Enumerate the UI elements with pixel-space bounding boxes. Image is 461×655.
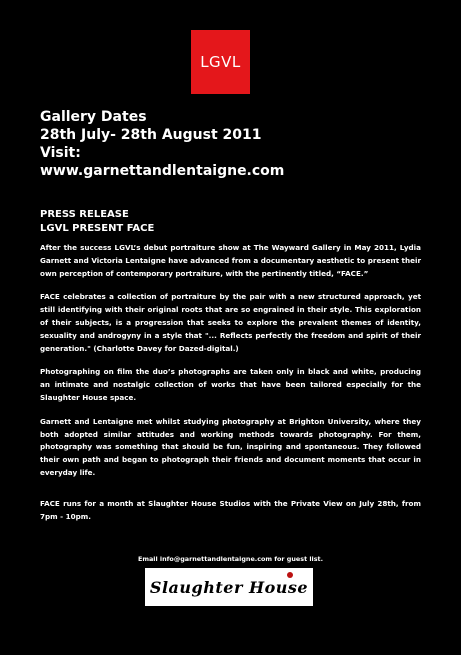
paragraph-artists: Garnett and Lentaigne met whilst studying photography at Brighton University, where they both adopted similar attitudes and working methods towards photography. For them, photography was something that should be fun, inspiring and spontaneous. They followed their own path and began to photograph their friends and document moments that occur in everyday life.	[40, 416, 421, 477]
slaughter-house-logo-text: Slaughter House	[149, 577, 309, 597]
lgvl-logo	[191, 30, 250, 94]
press-body	[40, 242, 421, 534]
press-title: LGVL PRESENT FACE	[40, 223, 155, 234]
website-link[interactable]: www.garnettandlentaigne.com	[40, 163, 285, 179]
gallery-info	[40, 108, 440, 180]
blood-splat-icon	[287, 572, 293, 578]
lgvl-logo-text: LGVL	[200, 53, 241, 71]
gallery-dates-heading: Gallery Dates	[40, 109, 147, 125]
paragraph-face: FACE celebrates a collection of portraiture by the pair with a new structured approach, yet still identifying with their original roots that are so engrained in their style. This exploration of their subjects, is a progression that seeks to explore the prevalent themes of identity, sexuality and androgyny in a style that "... Reflects perfectly the freedom and spirit of their generation." (Charlotte Davey for Dazed-digital.)	[40, 292, 421, 353]
email-line: Email info@garnettandlentaigne.com for guest list.	[137, 555, 324, 563]
press-heading	[40, 208, 154, 236]
paragraph-intro: After the success LGVL’s debut portraiture show at The Wayward Gallery in May 2011, Lydia Garnett and Victoria Lentaigne have advanced from a documentary aesthetic to present their own perception of contemporary portraiture, with the pertinently titled, “FACE.”	[40, 243, 421, 278]
gallery-date-range: 28th July- 28th August 2011	[40, 127, 262, 143]
paragraph-film: Photographing on film the duo’s photographs are taken only in black and white, producing an intimate and nostalgic collection of works that have been tailored especially for the Slaughter House space.	[40, 367, 421, 402]
visit-label: Visit:	[40, 145, 81, 161]
paragraph-dates: FACE runs for a month at Slaughter House Studios with the Private View on July 28th, from 7pm - 10pm.	[40, 498, 421, 521]
press-release-label: PRESS RELEASE	[40, 209, 129, 220]
slaughter-house-logo	[145, 568, 313, 606]
